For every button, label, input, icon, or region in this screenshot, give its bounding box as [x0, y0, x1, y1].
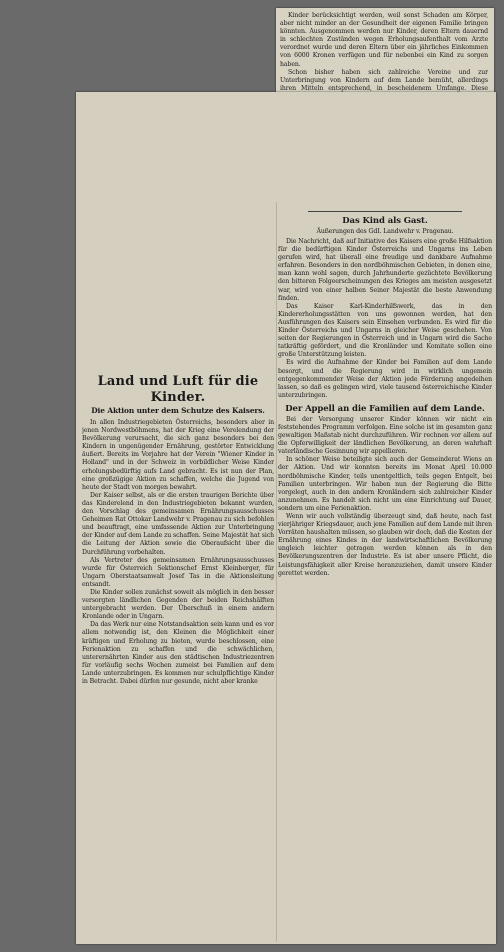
- section-paragraph: Es wird die Aufnahme der Kinder bei Familien auf dem Lande besorgt, und die Regierung wird in wirklich ungemein entgegenkommender Weise der Aktion jede Förderung angedeihen lassen, so daß es gelingen wird, viele tausend österreichische Kinder unterzubringen.: [278, 359, 492, 399]
- section-heading: Der Appell an die Familien auf dem Lande.: [285, 403, 485, 414]
- top-paragraph: Kinder berücksichtigt werden, weil sonst Schaden am Körper, aber nicht minder an der Gesundheit der eigenen Familie bringen könnten. Ausgenommen werden nur Kinder, deren Eltern dauernd in schlechten Zuständen wegen Erholungsaufenthalt vom Arzte verordnet wurde und deren Eltern über ein jährliches Einkommen von 6000 Kronen verfügen und für nebenbei ein Kind zu sorgen haben.: [280, 12, 488, 68]
- top-paragraph: Schon bisher haben sich zahlreiche Vereine und zur Unterbringung von Kindern auf dem Lande bemüht, allerdings ihren Mitteln entsprechend, in bescheidenem Umfange. Diese: [280, 68, 488, 92]
- article-headline: Land und Luft für die Kinder.: [97, 374, 259, 405]
- article-paragraph: Die Kinder sollen zunächst soweit als möglich in den besser versorgten ländlichen Gegenden der beiden Reichshälften untergebracht werden. Der Überschuß in einem andern Kronlande oder in Ungarn.: [82, 588, 274, 621]
- section-paragraph: In schöner Weise beteiligte sich auch der Gemeinderat Wiens an der Aktion. Und wir konnten bereits im Monat April 10.000 nordböhmische Kinder, teils unentgeltlich, teils gegen Entgelt, bei Familien unterbringen. Wir haben nun der Regierung die Bitte vorgelegt, auch in den andern Kronländern sich zahlreicher Kinder anzunehmen. Es handelt sich nicht um eine Einrichtung auf Dauer, sondern um eine Ferienaktion.: [278, 456, 492, 512]
- section-divider: [308, 211, 462, 212]
- section-paragraph: Die Nachricht, daß auf Initiative des Kaisers eine große Hilfsaktion für die bedürftigen Kinder Österreichs und Ungarns ins Leben gerufen wird, hat überall eine freudige und dankbare Aufnahme erfahren. Besonders in den nordböhmischen Gebieten, in denen eine, man kann wohl sagen, durch Jahrhunderte gezüchtete Bevölkerung den bitteren Folgeerscheinungen des Krieges am meisten ausgesetzt war, wird von einer halben Seiner Majestät die beste Anwendung finden.: [278, 238, 492, 302]
- article-paragraph: Als Vertreter des gemeinsamen Ernährungsausschusses wurde für Österreich Sektionschef Ernst Kleinberger, für Ungarn Oberstaatsanwalt Josef Tas in die Aktionsleitung entsandt.: [82, 556, 274, 588]
- article-paragraph: Da das Werk nur eine Notstandsaktion sein kann und es vor allem notwendig ist, den Kleinen die Möglichkeit einer kräftigen und Erholung zu bieten, wurde beschlossen, eine Ferienaktion zu schaffen und die schwächlichen, unterernährten Kinder aus den städtischen Industriezentren für vorläufig sechs Wochen zumeist bei Familien auf dem Lande unterzubringen. Es kommen nur schulpflichtige Kinder in Betracht. Dabei dürfen nur gesunde, nicht aber kranke: [82, 621, 274, 685]
- left-article-column: [82, 374, 274, 934]
- section-heading: Das Kind als Gast.: [342, 216, 428, 226]
- section-paragraph: Das Kaiser Karl-Kinderhilfswerk, das in den Kindererholungsstätten von uns gewonnen werden, hat den Ausführungen des Kaisers sein Einsehen verbunden. Es wird für die Kinder Österreichs und Ungarns in gleicher Weise geschehen. Von seiten der Regierungen in Österreich und in Ungarn wird die Sache tatkräftig gefördert, und die Kronländer und Komitate sollen eine große Unterstützung leisten.: [278, 302, 492, 359]
- section-paragraph: Bei der Versorgung unserer Kinder können wir nicht ein feststehendes Programm verfolgen. Eine solche ist im gesamten ganz gewaltigen Maßstab nicht durchzuführen. Wir rechnen vor allem auf die Opferwilligkeit der ländlichen Bevölkerung, an deren wahrhaft vaterländische Gesinnung wir appellieren.: [278, 415, 492, 456]
- section-paragraph: Wenn wir auch vollständig überzeugt sind, daß heute, nach fast vierjähriger Kriegsdauer, auch jene Familien auf dem Lande mit ihren Vorräten haushalten müssen, so glauben wir doch, daß die Kosten der Ernährung eines Kindes in der landwirtschaftlichen Bevölkerung ungleich leichter getragen werden können als in den Bevölkerungszentren der Industrie. Es ist aber unsere Pflicht, die Leistungsfähigkeit aller Kreise heranzuziehen, damit unsere Kinder gerettet werden.: [278, 513, 492, 577]
- article-subheadline: Die Aktion unter dem Schutze des Kaisers.: [91, 406, 265, 415]
- main-newspaper-clipping: [76, 92, 496, 944]
- section-subheading: Äußerungen des GdI. Landwehr v. Pragenau.: [316, 228, 454, 235]
- article-paragraph: In allen Industriegebieten Österreichs, besonders aber in jenen Nordwestböhmens, hat der Krieg eine Verelendung der Bevölkerung verursacht, die sich ganz besonders bei den Kindern in ungenügender Ernährung, gestörter Entwicklung äußert. Bereits im Vorjahre hat der Verein "Wiener Kinder in Holland" und in der Schweiz in vorbildlicher Weise Kinder erholungsbedürftig aufs Land gebracht. Es ist nun der Plan, eine großzügige Aktion zu schaffen, welche die Jugend von heute der Stadt von morgen bewahrt.: [82, 419, 274, 491]
- right-article-column: [278, 208, 492, 940]
- article-paragraph: Der Kaiser selbst, als er die ersten traurigen Berichte über das Kinderelend in den Industriegebieten bekannt wurden, den Vorschlag des gemeinsamen Ernährungsausschusses Geheimen Rat Ottokar Landwehr v. Pragenau zu sich befohlen und beauftragt, eine umfassende Aktion zur Unterbringung der Kinder auf dem Lande zu schaffen. Seine Majestät hat sich die Leitung der Aktion sowie die Oberaufsicht über die Durchführung vorbehalten.: [82, 491, 274, 556]
- column-fold-line: [276, 202, 277, 942]
